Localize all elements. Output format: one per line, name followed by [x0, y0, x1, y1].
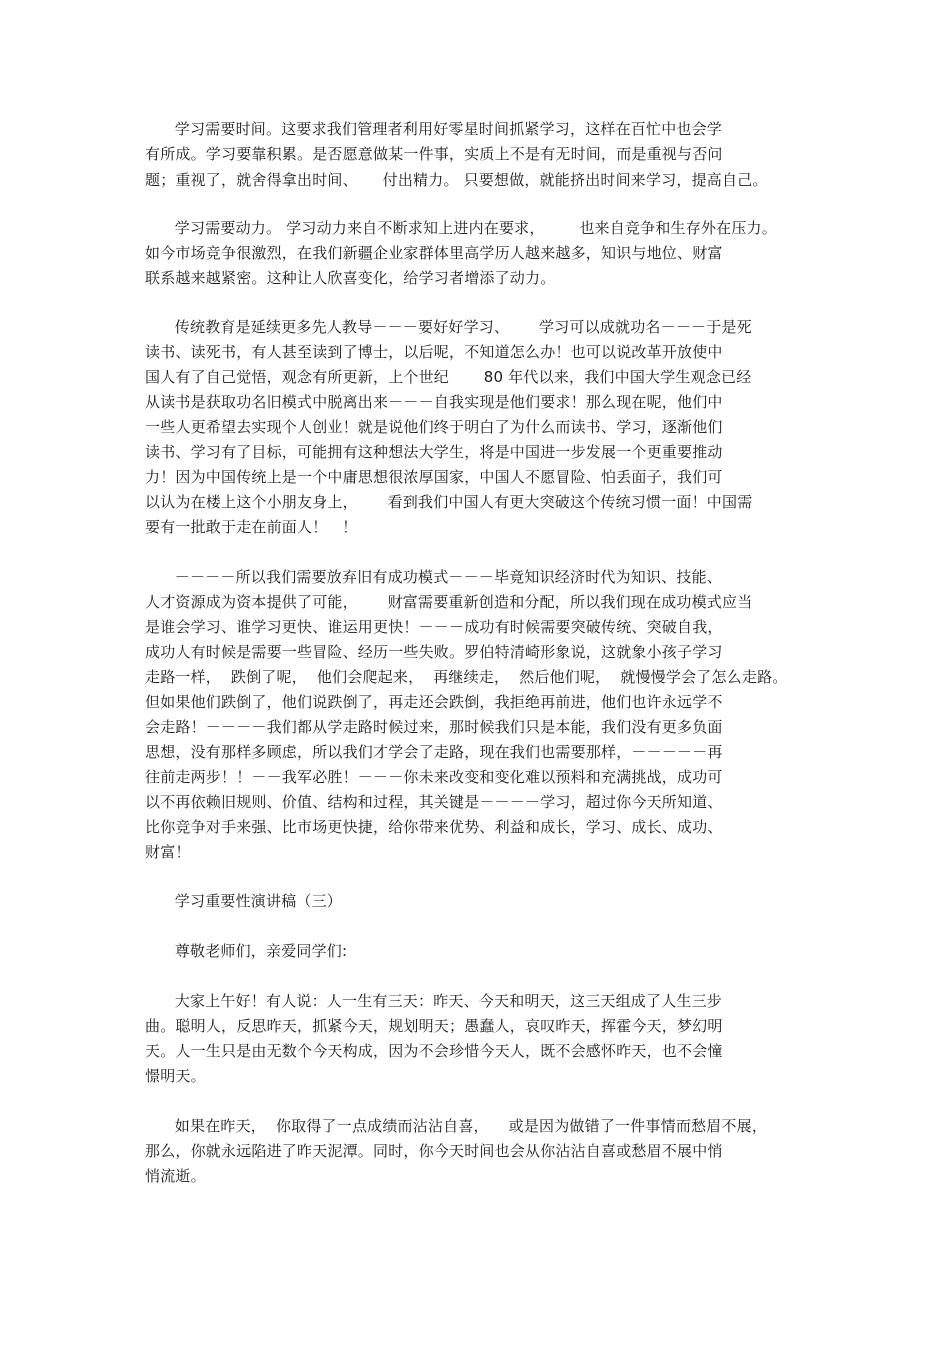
text-line: 国人有了自己觉悟，观念有所更新，上个世纪 80 年代以来，我们中国大学生观念已经 [145, 368, 752, 386]
text-line: 思想，没有那样多顾虑，所以我们才学会了走路，现在我们也需要那样，－－－－－再 [145, 743, 723, 761]
salutation: 尊敬老师们，亲爱同学们: [145, 942, 348, 960]
text-line: 力！因为中国传统上是一个中庸思想很浓厚国家，中国人不愿冒险、怕丢面子，我们可 [145, 468, 723, 486]
text-line: 是谁会学习、谁学习更快、谁运用更快！－－－成功有时候需要突破传统、突破自我， [145, 618, 723, 636]
text-line: 比你竞争对手来强、比市场更快捷，给你带来优势、利益和成长，学习、成长、成功、 [145, 818, 723, 836]
text-line: 有所成。学习要靠积累。是否愿意做某一件事，实质上不是有无时间，而是重视与否问 [145, 145, 723, 163]
text-line: 如今市场竞争很激烈，在我们新疆企业家群体里高学历人越来越多，知识与地位、财富 [145, 244, 723, 262]
text-line: 读书、学习有了目标，可能拥有这种想法大学生，将是中国进一步发展一个更重要推动 [145, 443, 723, 461]
text-line: 以认为在楼上这个小朋友身上， 看到我们中国人有更大突破这个传统习惯一面！中国需 [145, 493, 753, 511]
text-line: 憬明天。 [145, 1067, 206, 1085]
text-line: 那么，你就永远陷进了昨天泥潭。同时，你今天时间也会从你沾沾自喜或愁眉不展中悄 [145, 1142, 723, 1160]
text-line: 从读书是获取功名旧模式中脱离出来－－－自我实现是他们要求！那么现在呢，他们中 [145, 393, 723, 411]
text-line: 成功人有时候是需要一些冒险、经历一些失败。罗伯特清崎形象说，这就象小孩子学习 [145, 643, 723, 661]
text-line: 读书、读死书，有人甚至读到了博士，以后呢，不知道怎么办！也可以说改革开放使中 [145, 343, 723, 361]
text-line: 悄流逝。 [145, 1167, 206, 1185]
text-line: 一些人更希望去实现个人创业！就是说他们终于明白了为什么而读书、学习，逐渐他们 [145, 418, 723, 436]
text-line: 曲。聪明人，反思昨天，抓紧今天，规划明天；愚蠢人，哀叹昨天，挥霍今天，梦幻明 [145, 1017, 723, 1035]
text-line: 但如果他们跌倒了，他们说跌倒了，再走还会跌倒，我拒绝再前进，他们也许永远学不 [145, 693, 723, 711]
text-line: 往前走两步！！－－我军必胜！－－－你未来改变和变化难以预料和充满挑战，成功可 [145, 768, 723, 786]
text-line: 学习需要动力。 学习动力来自不断求知上进内在要求， 也来自竞争和生存外在压力。 [145, 219, 777, 237]
text-line: 走路一样， 跌倒了呢， 他们会爬起来， 再继续走， 然后他们呢， 就慢慢学会了怎么走路。 [145, 668, 788, 686]
text-line: 会走路！－－－－我们都从学走路时候过来，那时候我们只是本能，我们没有更多负面 [145, 718, 723, 736]
text-line: 大家上午好！有人说：人一生有三天：昨天、今天和明天，这三天组成了人生三步 [145, 992, 723, 1010]
text-line: 学习需要时间。这要求我们管理者利用好零星时间抓紧学习，这样在百忙中也会学 [145, 120, 723, 138]
text-line: －－－－所以我们需要放弃旧有成功模式－－－毕竟知识经济时代为知识、技能、 [145, 568, 723, 586]
section-heading: 学习重要性演讲稿（三） [145, 892, 343, 910]
text-line: 如果在昨天， 你取得了一点成绩而沾沾自喜， 或是因为做错了一件事情而愁眉不展， [145, 1117, 768, 1135]
text-line: 人才资源成为资本提供了可能， 财富需要重新创造和分配，所以我们现在成功模式应当 [145, 593, 753, 611]
text-line: 以不再依赖旧规则、价值、结构和过程，其关键是－－－－学习，超过你今天所知道、 [145, 793, 723, 811]
text-line: 传统教育是延续更多先人教导－－－要好好学习、 学习可以成就功名－－－于是死 [145, 318, 752, 336]
text-line: 财富！ [145, 843, 191, 861]
text-line: 要有一批敢于走在前面人！ ！ [145, 518, 358, 536]
text-line: 题；重视了，就舍得拿出时间、 付出精力。 只要想做，就能挤出时间来学习，提高自己。 [145, 171, 768, 189]
text-line: 联系越来越紧密。这种让人欣喜变化，给学习者增添了动力。 [145, 269, 556, 287]
text-line: 天。人一生只是由无数个今天构成，因为不会珍惜今天人，既不会感怀昨天，也不会憧 [145, 1042, 723, 1060]
